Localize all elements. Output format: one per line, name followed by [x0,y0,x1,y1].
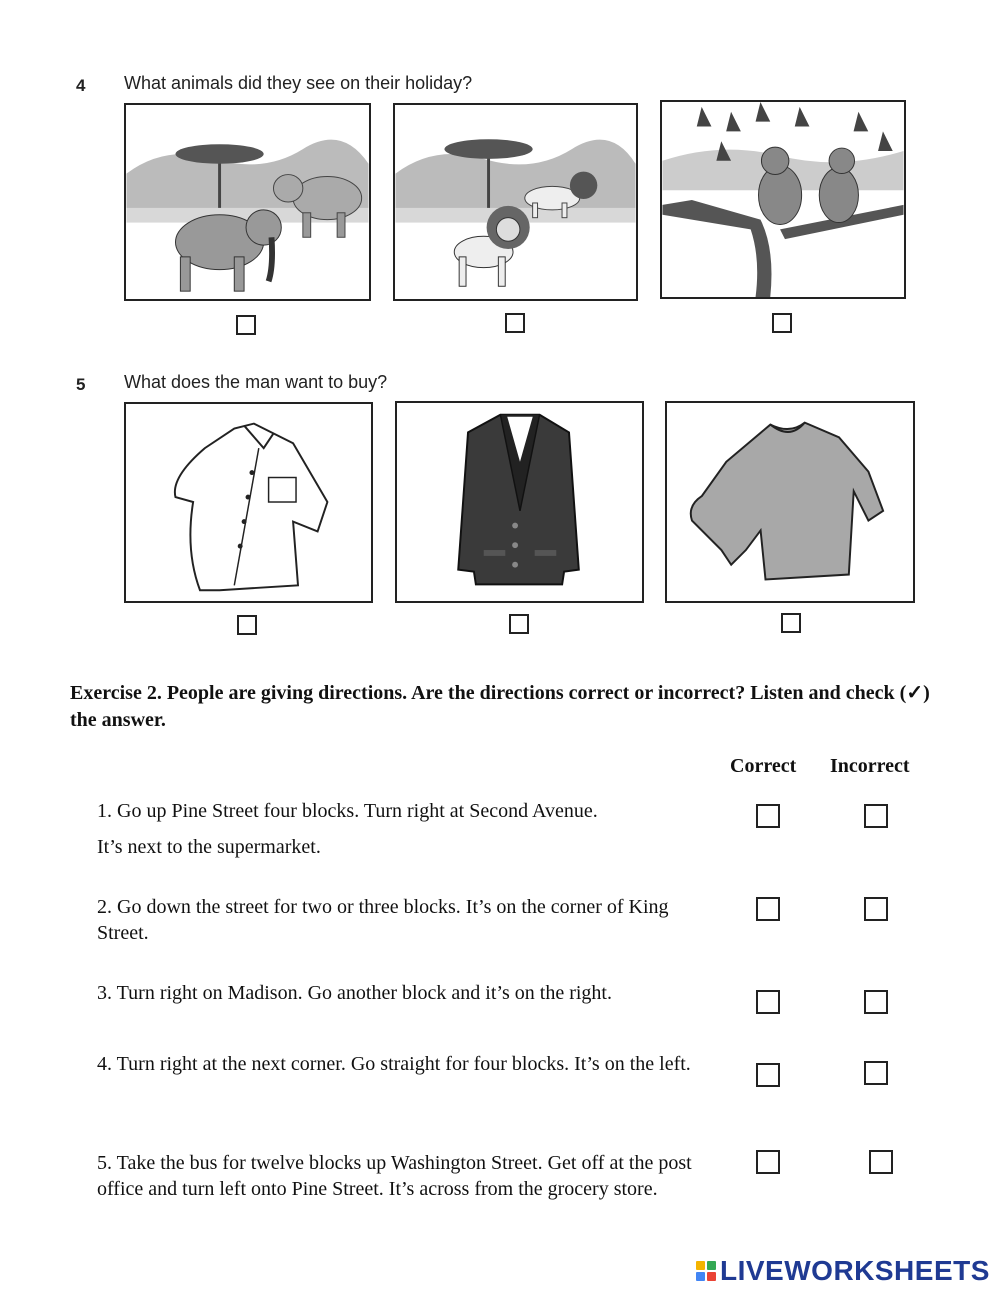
picture-shirt [124,402,373,603]
item-2-correct-checkbox[interactable] [756,897,780,921]
direction-item-5: 5. Take the bus for twelve blocks up Washington Street. Get off at the post office and turn left onto Pine Street. It’s across from the grocery store. [97,1152,692,1200]
direction-item-4: 4. Turn right at the next corner. Go straight for four blocks. It’s on the left. [97,1053,691,1075]
item-1-incorrect-checkbox[interactable] [864,804,888,828]
item-5-incorrect-checkbox[interactable] [869,1150,893,1174]
direction-item-1-line-1: 1. Go up Pine Street four blocks. Turn right at Second Avenue. [97,800,598,822]
question-4-text: What animals did they see on their holiday? [124,73,473,93]
direction-item-1-line-2: It’s next to the supermarket. [97,836,321,858]
question-5-option-jacket-checkbox[interactable] [509,614,529,634]
question-5-text: What does the man want to buy? [124,372,388,392]
picture-elephants [124,103,371,301]
item-4-correct-checkbox[interactable] [756,1063,780,1087]
item-4-incorrect-checkbox[interactable] [864,1061,888,1085]
question-5-number: 5 [76,375,86,394]
direction-item-2: 2. Go down the street for two or three blocks. It’s on the corner of King Street. [97,896,669,944]
liveworksheets-logo [696,1255,990,1287]
column-header-incorrect: Incorrect [830,755,910,777]
exercise-2-title: Exercise 2. People are giving directions. Are the directions correct or incorrect? Listen and check (✓) the answer. [70,682,930,731]
picture-lions [393,103,638,301]
question-4-option-lions-checkbox[interactable] [505,313,525,333]
picture-jacket [395,401,644,603]
question-5-option-shirt-checkbox[interactable] [237,615,257,635]
question-5-option-sweater-checkbox[interactable] [781,613,801,633]
direction-item-3: 3. Turn right on Madison. Go another block and it’s on the right. [97,982,612,1004]
column-header-correct: Correct [730,755,797,777]
item-5-correct-checkbox[interactable] [756,1150,780,1174]
item-3-correct-checkbox[interactable] [756,990,780,1014]
logo-tiles-icon [696,1261,716,1281]
direction-item-1 [97,798,717,860]
item-3-incorrect-checkbox[interactable] [864,990,888,1014]
question-4-option-monkeys-checkbox[interactable] [772,313,792,333]
item-1-correct-checkbox[interactable] [756,804,780,828]
question-4-option-elephants-checkbox[interactable] [236,315,256,335]
logo-text: LIVEWORKSHEETS [720,1255,990,1286]
question-4-number: 4 [76,76,86,95]
picture-sweater [665,401,915,603]
item-2-incorrect-checkbox[interactable] [864,897,888,921]
picture-monkeys [660,100,906,299]
